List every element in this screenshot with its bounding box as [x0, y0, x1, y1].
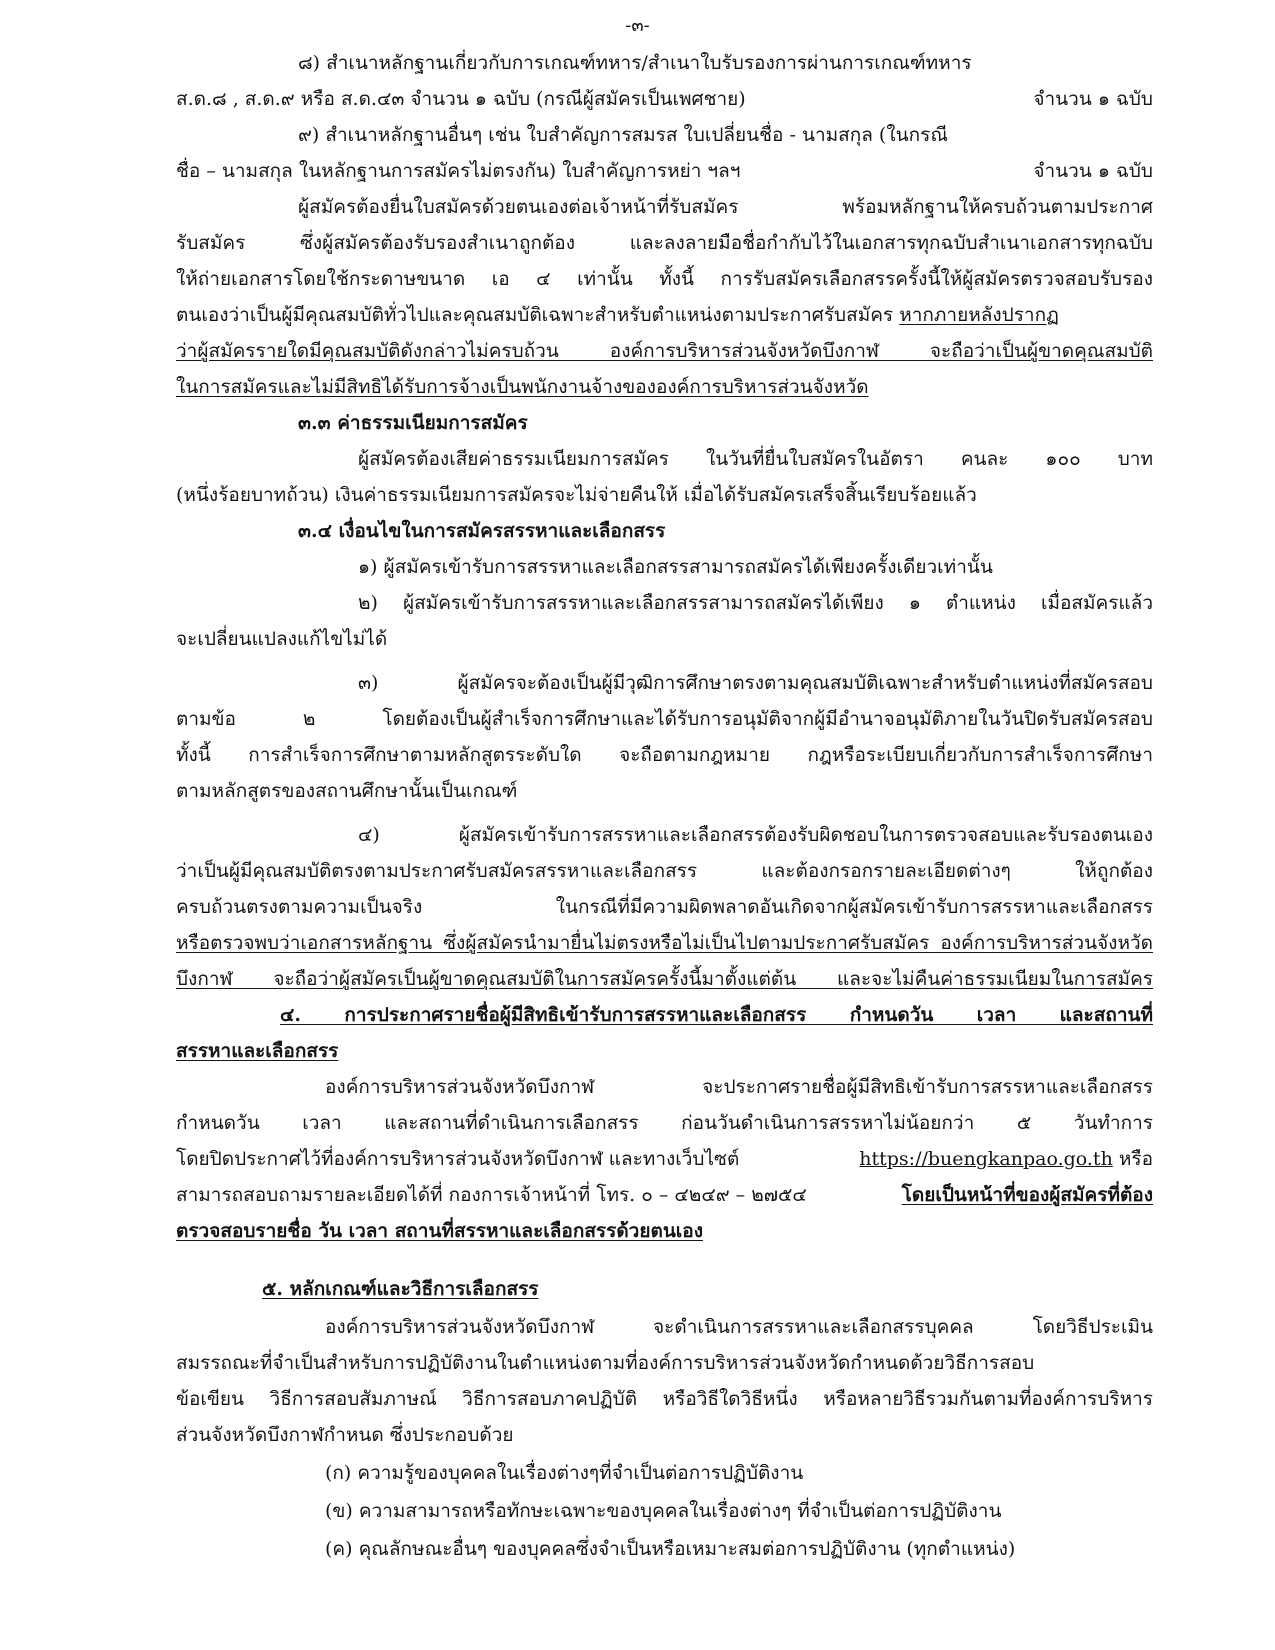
- criteria-line-1: องค์การบริหารส่วนจังหวัดบึงกาฬ จะดำเนินการสรรหาและเลือกสรรบุคคล โดยวิธีประเมิน: [325, 1316, 1153, 1338]
- item-8-count: จำนวน ๑ ฉบับ: [1033, 88, 1153, 110]
- submission-line-6: ในการสมัครและไม่มีสิทธิได้รับการจ้างเป็นพนักงานจ้างขององค์การบริหารส่วนจังหวัด: [176, 376, 869, 398]
- submission-line-2: รับสมัคร ซึ่งผู้สมัครต้องรับรองสำเนาถูกต้อง และลงลายมือชื่อกำกับไว้ในเอกสารทุกฉบับสำเนาเอกสารทุกฉบับ: [176, 232, 1153, 254]
- submission-line-4-underlined: หากภายหลังปรากฏ: [899, 304, 1059, 326]
- item-9-line-2: [176, 154, 1153, 188]
- page-number: -๓-: [625, 15, 650, 36]
- condition-3-line-3: ทั้งนี้ การสำเร็จการศึกษาตามหลักสูตรระดับใด จะถือตามกฎหมาย กฎหรือระเบียบเกี่ยวกับการสำเร็จการศึกษา: [176, 744, 1153, 766]
- condition-4-line-5: บึงกาฬ จะถือว่าผู้สมัครเป็นผู้ขาดคุณสมบัติในการสมัครครั้งนี้มาตั้งแต่ต้น และจะไม่คืนค่าธรรมเนียมในการสมัคร: [176, 968, 1153, 990]
- item-9-text: ชื่อ – นามสกุล ในหลักฐานการสมัครไม่ตรงกัน) ใบสำคัญการหย่า ฯลฯ: [176, 160, 741, 182]
- condition-2-line-1: ๒) ผู้สมัครเข้ารับการสรรหาและเลือกสรรสามารถสมัครได้เพียง ๑ ตำแหน่ง เมื่อสมัครแล้ว: [358, 592, 1153, 614]
- fee-line-2: (หนึ่งร้อยบาทถ้วน) เงินค่าธรรมเนียมการสมัครจะไม่จ่ายคืนให้ เมื่อได้รับสมัครเสร็จสิ้นเรียบร้อยแล้ว: [176, 484, 977, 506]
- announcement-line-3-end: หรือ: [1118, 1148, 1153, 1170]
- announcement-line-5: ตรวจสอบรายชื่อ วัน เวลา สถานที่สรรหาและเลือกสรรด้วยตนเอง: [176, 1220, 703, 1242]
- item-9-line-1: ๙) สำเนาหลักฐานอื่นๆ เช่น ใบสำคัญการสมรส ใบเปลี่ยนชื่อ - นามสกุล (ในกรณี: [298, 124, 948, 146]
- condition-1: ๑) ผู้สมัครเข้ารับการสรรหาและเลือกสรรสามารถสมัครได้เพียงครั้งเดียวเท่านั้น: [358, 556, 993, 578]
- announcement-line-3: [176, 1142, 1153, 1176]
- section-3-4-heading: ๓.๔ เงื่อนไขในการสมัครสรรหาและเลือกสรร: [298, 520, 666, 542]
- item-9-count: จำนวน ๑ ฉบับ: [1033, 160, 1153, 182]
- condition-3-line-1: ๓) ผู้สมัครจะต้องเป็นผู้มีวุฒิการศึกษาตรงตามคุณสมบัติเฉพาะสำหรับตำแหน่งที่สมัครสอบ: [358, 672, 1153, 694]
- announcement-line-4: [176, 1178, 1153, 1212]
- website-link[interactable]: https://buengkanpao.go.th: [859, 1148, 1113, 1170]
- condition-3-line-2: ตามข้อ ๒ โดยต้องเป็นผู้สำเร็จการศึกษาและได้รับการอนุมัติจากผู้มีอำนาจอนุมัติภายในวันปิดรับสมัครสอบ: [176, 708, 1153, 730]
- condition-4-line-3: ครบถ้วนตรงตามความเป็นจริง ในกรณีที่มีความผิดพลาดอันเกิดจากผู้สมัครเข้ารับการสรรหาและเลือกสรร: [176, 896, 1153, 918]
- criteria-line-2: สมรรถณะที่จำเป็นสำหรับการปฏิบัติงานในตำแหน่งตามที่องค์การบริหารส่วนจังหวัดกำหนดด้วยวิธีการสอบ: [176, 1352, 1035, 1374]
- section-3-3-heading: ๓.๓ ค่าธรรมเนียมการสมัคร: [298, 412, 528, 434]
- item-8-line-2: [176, 82, 1153, 116]
- submission-line-4-text: ตนเองว่าเป็นผู้มีคุณสมบัติทั่วไปและคุณสมบัติเฉพาะสำหรับตำแหน่งตามประกาศรับสมัคร: [176, 304, 894, 326]
- item-8-line-1: ๘) สำเนาหลักฐานเกี่ยวกับการเกณฑ์ทหาร/สำเนาใบรับรองการผ่านการเกณฑ์ทหาร: [298, 52, 972, 74]
- contact-phone-text: สามารถสอบถามรายละเอียดได้ที่ กองการเจ้าหน้าที่ โทร. ๐ – ๔๒๔๙ – ๒๗๕๔: [176, 1184, 807, 1206]
- condition-4-line-1: ๔) ผู้สมัครเข้ารับการสรรหาและเลือกสรรต้องรับผิดชอบในการตรวจสอบและรับรองตนเอง: [358, 824, 1153, 846]
- criteria-item-kha: (ข) ความสามารถหรือทักษะเฉพาะของบุคคลในเรื่องต่างๆ ที่จำเป็นต่อการปฏิบัติงาน: [325, 1500, 1002, 1522]
- criteria-item-kho: (ค) คุณลักษณะอื่นๆ ของบุคคลซึ่งจำเป็นหรือเหมาะสมต่อการปฏิบัติงาน (ทุกตำแหน่ง): [325, 1538, 1016, 1560]
- announcement-line-2: กำหนดวัน เวลา และสถานที่ดำเนินการเลือกสรร ก่อนวันดำเนินการสรรหาไม่น้อยกว่า ๕ วันทำการ: [176, 1112, 1153, 1134]
- section-4-heading-line-2: สรรหาและเลือกสรร: [176, 1040, 339, 1062]
- condition-4-line-2: ว่าเป็นผู้มีคุณสมบัติตรงตามประกาศรับสมัครสรรหาและเลือกสรร และต้องกรอกรายละเอียดต่างๆ ให้ถูกต้อง: [176, 860, 1153, 882]
- announcement-line-1: องค์การบริหารส่วนจังหวัดบึงกาฬ จะประกาศรายชื่อผู้มีสิทธิเข้ารับการสรรหาและเลือกสรร: [325, 1076, 1153, 1098]
- criteria-item-ka: (ก) ความรู้ของบุคคลในเรื่องต่างๆที่จำเป็นต่อการปฏิบัติงาน: [325, 1462, 804, 1484]
- section-5-heading: ๕. หลักเกณฑ์และวิธีการเลือกสรร: [262, 1278, 539, 1300]
- submission-line-3: ให้ถ่ายเอกสารโดยใช้กระดาษขนาด เอ ๔ เท่านั้น ทั้งนี้ การรับสมัครเลือกสรรครั้งนี้ให้ผู้สมัครตรวจสอบรับรอง: [176, 268, 1153, 290]
- announcement-line-3-text: โดยปิดประกาศไว้ที่องค์การบริหารส่วนจังหวัดบึงกาฬ และทางเว็บไซต์: [176, 1148, 740, 1170]
- condition-4-line-4: หรือตรวจพบว่าเอกสารหลักฐาน ซึ่งผู้สมัครนำมายื่นไม่ตรงหรือไม่เป็นไปตามประกาศรับสมัคร องค์การบริหารส่วนจังหวัด: [176, 932, 1153, 954]
- criteria-line-3: ข้อเขียน วิธีการสอบสัมภาษณ์ วิธีการสอบภาคปฏิบัติ หรือวิธีใดวิธีหนึ่ง หรือหลายวิธีรวมกันตามที่องค์การบริหาร: [176, 1388, 1153, 1410]
- announcement-line-4-emphasis: โดยเป็นหน้าที่ของผู้สมัครที่ต้อง: [901, 1184, 1153, 1206]
- criteria-line-4: ส่วนจังหวัดบึงกาฬกำหนด ซึ่งประกอบด้วย: [176, 1424, 514, 1446]
- submission-line-5: ว่าผู้สมัครรายใดมีคุณสมบัติดังกล่าวไม่ครบถ้วน องค์การบริหารส่วนจังหวัดบึงกาฬ จะถือว่าเป็นผู้ขาดคุณสมบัติ: [176, 340, 1153, 362]
- condition-3-line-4: ตามหลักสูตรของสถานศึกษานั้นเป็นเกณฑ์: [176, 780, 518, 802]
- item-8-text: ส.ด.๘ , ส.ด.๙ หรือ ส.ด.๔๓ จำนวน ๑ ฉบับ (กรณีผู้สมัครเป็นเพศชาย): [176, 88, 746, 110]
- submission-line-1: ผู้สมัครต้องยื่นใบสมัครด้วยตนเองต่อเจ้าหน้าที่รับสมัคร พร้อมหลักฐานให้ครบถ้วนตามประกาศ: [298, 196, 1153, 218]
- condition-2-line-2: จะเปลี่ยนแปลงแก้ไขไม่ได้: [176, 628, 388, 650]
- section-4-heading-line-1: ๔. การประกาศรายชื่อผู้มีสิทธิเข้ารับการสรรหาและเลือกสรร กำหนดวัน เวลา และสถานที่: [280, 1004, 1153, 1026]
- submission-line-4: [176, 298, 1153, 332]
- fee-line-1: ผู้สมัครต้องเสียค่าธรรมเนียมการสมัคร ในวันที่ยื่นใบสมัครในอัตรา คนละ ๑๐๐ บาท: [358, 448, 1153, 470]
